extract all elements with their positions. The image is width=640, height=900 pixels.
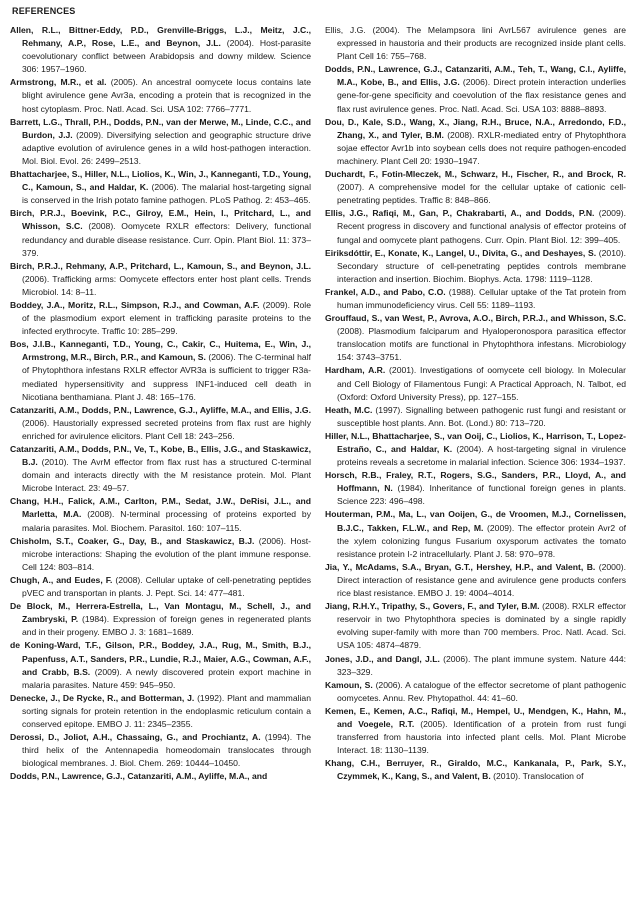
reference-authors: Armstrong, M.R., et al.	[10, 77, 107, 88]
reference-entry	[325, 63, 626, 115]
reference-entry	[10, 404, 311, 443]
reference-details: (1994). The third helix of the Antennapedia homeodomain translocates through biological membranes. J. Biol. Chem. 269: 10444–10450.	[22, 732, 311, 769]
left-column	[10, 24, 311, 783]
reference-entry	[10, 443, 311, 495]
reference-details: (2005). An ancestral oomycete locus contains late blight avirulence gene Avr3a, encoding a protein that is recognized in the host cytoplasm. Proc. Natl. Acad. Sci. USA 102: 7766–7771.	[22, 77, 311, 114]
reference-details: (2008). RXLR-mediated entry of Phytophthora sojae effector Avr1b into soybean cells does not require pathogen-encoded machinery. Plant Cell 20: 1930–1947.	[337, 129, 626, 166]
reference-details: (2010). Secondary structure of cell-penetrating peptides controls membrane interaction and insertion. Biochim. Biophys. Acta. 1798: 1119–1128.	[337, 247, 626, 284]
reference-entry	[10, 692, 311, 731]
reference-authors: Chang, H.H., Falick, A.M., Carlton, P.M., Sedat, J.W., DeRisi, J.L., and Marletta, M.A.	[10, 496, 311, 520]
reference-authors: Kemen, E., Kemen, A.C., Rafiqi, M., Hempel, U., Mendgen, K., Hahn, M., and Voegele, R.T.	[325, 705, 626, 729]
reference-authors: Birch, P.R.J., Boevink, P.C., Gilroy, E.M., Hein, I., Pritchard, L., and Whisson, S.C.	[10, 208, 311, 232]
reference-entry	[325, 116, 626, 168]
reference-authors: Dodds, P.N., Lawrence, G.J., Catanzariti, A.M., Ayliffe, M.A., and	[10, 771, 268, 782]
reference-details: (2008). N-terminal processing of proteins exported by malaria parasites. Mol. Biochem. Parasitol. 160: 107–115.	[22, 509, 311, 533]
reference-details: (2009). The effector protein Avr2 of the xylem colonizing fungus Fusarium oxysporum activates the tomato resistance protein I-2 intracellularly. Plant J. 58: 970–978.	[337, 522, 626, 559]
reference-authors: Heath, M.C.	[325, 404, 373, 415]
reference-authors: Duchardt, F., Fotin-Mleczek, M., Schwarz, H., Fischer, R., and Brock, R.	[325, 169, 626, 180]
reference-details: (2008). Oomycete RXLR effectors: Delivery, functional redundancy and durable disease resistance. Curr. Opin. Plant Biol. 11: 373–379.	[22, 221, 311, 258]
reference-entry	[325, 469, 626, 508]
reference-details: (2006). Direct protein interaction underlies gene-for-gene specificity and coevolution of the flax resistance genes and flax rust avirulence genes. Proc. Natl. Acad. Sci. USA 103: 8888–8893.	[337, 77, 626, 114]
reference-entry	[10, 24, 311, 76]
reference-details: (1988). Cellular uptake of the Tat protein from human immunodeficiency virus. Cell 55: 1189–1193.	[337, 286, 626, 310]
reference-entry	[10, 207, 311, 259]
reference-entry	[10, 600, 311, 639]
reference-details: (2006). The malarial host-targeting signal is conserved in the Irish potato famine pathogen. PLoS Pathog. 2: 453–465.	[22, 182, 311, 206]
reference-details: (2008). RXLR effector reservoir in two Phytophthora species is dominated by a single rapidly evolving super-family with more than 700 members. Proc. Natl. Acad. Sci. USA 105: 4874–4879.	[337, 601, 627, 651]
reference-authors: Barrett, L.G., Thrall, P.H., Dodds, P.N., van der Merwe, M., Linde, C.C., and Burdon, J.J.	[10, 116, 311, 140]
reference-details: (2005). Identification of a protein from rust fungi transferred from haustoria into infected plant cells. Mol. Plant Microbe Interact. 18: 1130–1139.	[337, 718, 627, 756]
reference-authors: Bos, J.I.B., Kanneganti, T.D., Young, C., Cakir, C., Huitema, E., Win, J., Armstrong, M.R., Birch, P.R., and Kamoun, S.	[10, 339, 311, 363]
reference-entry	[10, 168, 311, 207]
reference-details: (2009). Diversifying selection and geographic structure drive adaptive evolution of avirulence genes in a wild host-pathogen interaction. Mol. Biol. Evol. 26: 2499–2513.	[22, 129, 311, 166]
reference-authors: Eiriksdóttir, E., Konate, K., Langel, U., Divita, G., and Deshayes, S.	[325, 247, 597, 258]
reference-authors: Jiang, R.H.Y., Tripathy, S., Govers, F., and Tyler, B.M.	[325, 601, 540, 612]
reference-details: (2006). The plant immune system. Nature 444: 323–329.	[337, 653, 627, 677]
reference-details: (2008). Cellular uptake of cell-penetrating peptides pVEC and transportan in plants. J. Pept. Sci. 14: 477–481.	[22, 574, 311, 599]
reference-details: (2008). Plasmodium falciparum and Hyaloperonospora parasitica effector translocation motifs are functional in Phytophthora infestans. Microbiology 154: 3743–3751.	[337, 326, 626, 363]
reference-authors: Catanzariti, A.M., Dodds, P.N., Ve, T., Kobe, B., Ellis, J.G., and Staskawicz, B.J.	[10, 444, 311, 468]
reference-details: (2006). Host-microbe interactions: Shaping the evolution of the plant immune response. Cell 124: 803–814.	[22, 535, 311, 572]
reference-authors: Birch, P.R.J., Rehmany, A.P., Pritchard, L., Kamoun, S., and Beynon, J.L.	[10, 260, 311, 271]
reference-authors: Derossi, D., Joliot, A.H., Chassaing, G., and Prochiantz, A.	[10, 732, 261, 743]
reference-authors: Houterman, P.M., Ma, L., van Ooijen, G., de Vroomen, M.J., Cornelissen, B.J.C., Takken, F.L.W., and Rep, M.	[325, 509, 626, 533]
reference-authors: Bhattacharjee, S., Hiller, N.L., Liolios, K., Win, J., Kanneganti, T.D., Young, C., Kamoun, S., and Haldar, K.	[10, 169, 311, 193]
reference-entry	[10, 260, 311, 299]
reference-entry	[325, 561, 626, 600]
reference-authors: Dou, D., Kale, S.D., Wang, X., Jiang, R.H., Bruce, N.A., Arredondo, F.D., Zhang, X., and Tyler, B.M.	[325, 116, 626, 140]
reference-entry	[325, 404, 626, 430]
reference-entry	[325, 286, 626, 312]
reference-entry	[325, 312, 626, 364]
reference-authors: Ellis, J.G., Rafiqi, M., Gan, P., Chakrabarti, A., and Dodds, P.N.	[325, 208, 595, 219]
reference-entry	[10, 770, 311, 783]
reference-entry	[10, 535, 311, 574]
reference-authors: De Block, M., Herrera-Estrella, L., Van Montagu, M., Schell, J., and Zambryski, P.	[10, 601, 311, 625]
reference-authors: Grouffaud, S., van West, P., Avrova, A.O., Birch, P.R.J., and Whisson, S.C.	[325, 313, 626, 324]
reference-authors: Chisholm, S.T., Coaker, G., Day, B., and Staskawicz, B.J.	[10, 535, 255, 546]
reference-details: (1992). Plant and mammalian sorting signals for protein retention in the endoplasmic reticulum contain a conserved epitope. EMBO J. 11: 2345–2355.	[22, 692, 311, 729]
reference-entry	[325, 508, 626, 560]
reference-authors: Hardham, A.R.	[325, 365, 386, 376]
reference-details: (2001). Investigations of oomycete cell biology. In Molecular and Cell Biology of Filamentous Fungi: A Practical Approach, N. Talbot, ed (Oxford: Oxford University Press), pp. 127–155.	[337, 365, 626, 402]
reference-entry	[325, 430, 626, 469]
reference-authors: Horsch, R.B., Fraley, R.T., Rogers, S.G., Sanders, P.R., Lloyd, A., and Hoffmann, N.	[325, 470, 626, 494]
reference-details: (1984). Inheritance of functional foreign genes in plants. Science 223: 496–498.	[337, 483, 626, 507]
reference-authors: Jones, J.D., and Dangl, J.L.	[325, 653, 440, 664]
reference-entry	[325, 247, 626, 286]
references-heading: REFERENCES	[12, 6, 76, 16]
reference-details: (1984). Expression of foreign genes in regenerated plants and in their progeny. EMBO J. 3: 1681–1689.	[22, 614, 311, 638]
reference-details: Ellis, J.G. (2004). The Melampsora lini AvrL567 avirulence genes are expressed in haustoria and their products are recognized inside plant cells. Plant Cell 16: 755–768.	[325, 25, 626, 62]
reference-authors: Denecke, J., De Rycke, R., and Botterman, J.	[10, 692, 195, 703]
reference-entry	[325, 653, 626, 679]
reference-entry	[325, 168, 626, 207]
reference-entry	[10, 116, 311, 168]
right-column	[325, 24, 626, 783]
reference-entry	[325, 364, 626, 403]
reference-entry	[10, 574, 311, 600]
reference-authors: Jia, Y., McAdams, S.A., Bryan, G.T., Hershey, H.P., and Valent, B.	[325, 561, 596, 572]
reference-details: (2004). A host-targeting signal in virulence proteins reveals a secretome in malarial infection. Science 306: 1934–1937.	[337, 444, 627, 468]
reference-authors: Frankel, A.D., and Pabo, C.O.	[325, 286, 446, 297]
reference-details: (2010). Translocation of	[490, 771, 584, 782]
reference-authors: Khang, C.H., Berruyer, R., Giraldo, M.C., Kankanala, P., Park, S.Y., Czymmek, K., Kang, S., and Valent, B.	[325, 758, 626, 782]
reference-authors: Boddey, J.A., Moritz, R.L., Simpson, R.J., and Cowman, A.F.	[10, 299, 260, 310]
reference-authors: Chugh, A., and Eudes, F.	[10, 574, 113, 585]
reference-entry	[10, 495, 311, 534]
reference-authors: Kamoun, S.	[325, 679, 373, 690]
reference-entry	[10, 76, 311, 115]
reference-entry	[10, 299, 311, 338]
reference-details: (2009). Role of the plasmodium export element in trafficking parasite proteins to the infected erythrocyte. Traffic 10: 285–299.	[22, 299, 311, 337]
reference-details: (2010). The AvrM effector from flax rust has a structured C-terminal domain and interacts directly with the M resistance protein. Mol. Plant Microbe Interact. 23: 49–57.	[22, 457, 311, 494]
reference-details: (2006). The C-terminal half of Phytophthora infestans RXLR effector AVR3a is sufficient to trigger R3a-mediated hypersensitivity and suppress INF1-induced cell death in Nicotiana benthamiana. Plant J. 48: 165–176.	[22, 352, 311, 402]
reference-details: (2004). Host-parasite coevolutionary conflict between Arabidopsis and downy mildew. Science 306: 1957–1960.	[22, 38, 311, 75]
reference-entry	[10, 639, 311, 691]
reference-authors: Allen, R.L., Bittner-Eddy, P.D., Grenville-Briggs, L.J., Meitz, J.C., Rehmany, A.P., Rose, L.E., and Beynon, J.L.	[10, 25, 311, 49]
reference-details: (1997). Signalling between pathogenic rust fungi and resistant or susceptible host plants. Ann. Bot. (Lond.) 80: 713–720.	[337, 404, 626, 428]
reference-entry	[325, 679, 626, 705]
reference-entry	[325, 24, 626, 63]
reference-details: (2000). Direct interaction of resistance gene and avirulence gene products confers rice blast resistance. EMBO J. 19: 4004–4014.	[337, 561, 626, 599]
reference-authors: Dodds, P.N., Lawrence, G.J., Catanzariti, A.M., Teh, T., Wang, C.I., Ayliffe, M.A., Kobe, B., and Ellis, J.G.	[325, 64, 626, 88]
reference-details: (2006). Haustorially expressed secreted proteins from flax rust are highly enriched for avirulence elicitors. Plant Cell 18: 243–256.	[22, 417, 311, 441]
reference-details: (2009). A newly discovered protein export machine in malaria parasites. Nature 459: 945–950.	[22, 666, 312, 690]
reference-entry	[325, 705, 626, 757]
reference-details: (2009). Recent progress in discovery and functional analysis of effector proteins of fungal and oomycete plant pathogens. Curr. Opin. Plant Biol. 12: 399–405.	[337, 208, 626, 245]
reference-columns	[10, 24, 632, 783]
reference-entry	[325, 600, 626, 652]
reference-details: (2007). A comprehensive model for the cellular uptake of cationic cell-penetrating peptides. Traffic 8: 848–866.	[337, 182, 626, 206]
reference-details: (2006). Trafficking arms: Oomycete effectors enter host plant cells. Trends Microbiol. 14: 8–11.	[22, 273, 311, 297]
reference-entry	[325, 757, 626, 783]
reference-details: (2006). A catalogue of the effector secretome of plant pathogenic oomycetes. Annu. Rev. Phytopathol. 44: 41–60.	[337, 679, 626, 703]
reference-authors: de Koning-Ward, T.F., Gilson, P.R., Boddey, J.A., Rug, M., Smith, B.J., Papenfuss, A.T., Sanders, P.R., Lundie, R.J., Maier, A.G., Cowman, A.F., and Crabb, B.S.	[10, 640, 311, 677]
reference-authors: Hiller, N.L., Bhattacharjee, S., van Ooij, C., Liolios, K., Harrison, T., Lopez-Estraño, C., and Haldar, K.	[325, 430, 626, 454]
reference-entry	[325, 207, 626, 246]
reference-entry	[10, 731, 311, 770]
reference-entry	[10, 338, 311, 403]
reference-authors: Catanzariti, A.M., Dodds, P.N., Lawrence, G.J., Ayliffe, M.A., and Ellis, J.G.	[10, 404, 311, 415]
